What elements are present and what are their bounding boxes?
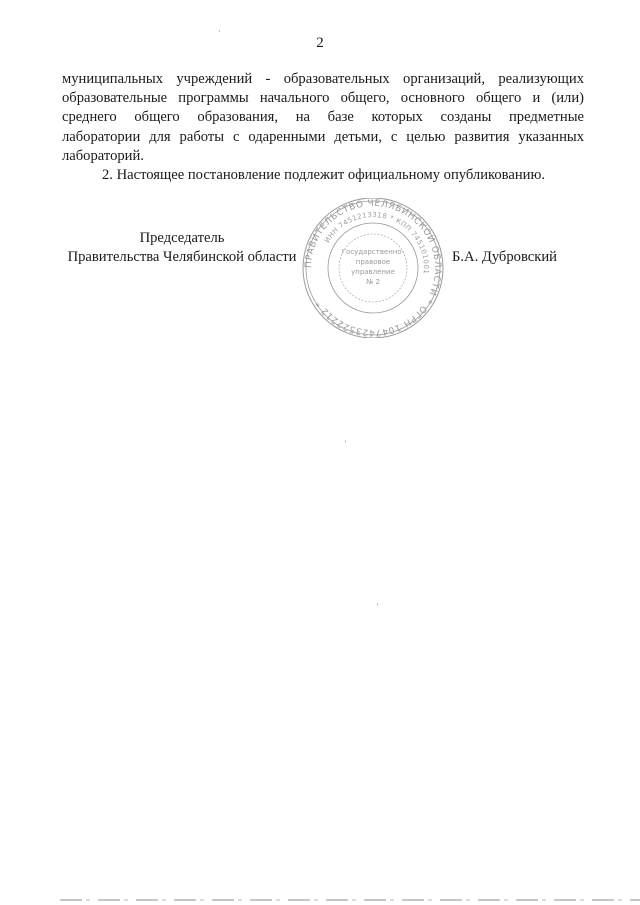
signatory-title: [62, 229, 302, 267]
seal-center-line: № 2: [366, 278, 380, 286]
official-seal: [300, 198, 446, 338]
body-text: [62, 70, 584, 185]
clause-2: 2. Настоящее постановление подлежит официальному опубликованию.: [102, 167, 546, 184]
scan-speck: [345, 440, 346, 443]
scan-speck: [377, 603, 378, 606]
signatory-title-line-1: Председатель: [139, 230, 225, 246]
paragraph-line: лабораторий.: [62, 147, 144, 164]
scan-bottom-edge: [60, 899, 640, 901]
paragraph-line: лаборатории для работы с одаренными детьми, с целью развития указанных: [62, 128, 584, 145]
scan-speck: [219, 30, 220, 32]
seal-outer-text-path: ПРАВИТЕЛЬСТВО ЧЕЛЯБИНСКОЙ ОБЛАСТИ * ОГРН 1047423522212 *: [303, 198, 443, 338]
paragraph-line: среднего общего образования, на базе которых созданы предметные: [62, 109, 584, 126]
paragraph-line: муниципальных учреждений - образовательных организаций, реализующих: [62, 71, 584, 87]
seal-center-text: [342, 248, 405, 286]
paragraph-line: образовательные программы начального общего, основного общего и (или): [62, 90, 584, 107]
page-number: 2: [316, 35, 324, 51]
seal-center-line: правовое: [355, 258, 391, 266]
signatory-title-line-2: Правительства Челябинской области: [67, 249, 297, 265]
signatory-name: Б.А. Дубровский: [452, 249, 557, 265]
seal-center-line: Государственно-: [341, 248, 405, 256]
seal-inner-text-path: ИНН 7451213318 * КПП 745101001: [323, 210, 431, 275]
seal-center-line: управление: [351, 268, 395, 276]
